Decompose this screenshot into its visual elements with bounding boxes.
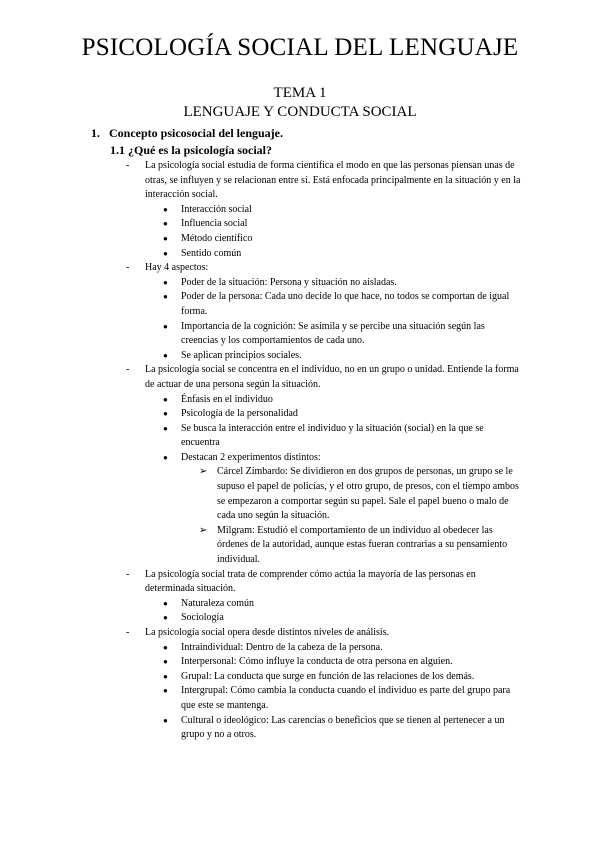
bullet-icon: ● <box>163 642 168 652</box>
arrow-list-item <box>0 465 600 523</box>
bullet-icon: ● <box>163 204 168 214</box>
bullet-list-item <box>0 422 600 451</box>
bullet-icon: ● <box>163 277 168 287</box>
tema-subtitle: LENGUAJE Y CONDUCTA SOCIAL <box>183 104 417 120</box>
list-item-text: Poder de la persona: Cada uno decide lo que hace, no todos se comportan de igual forma. <box>181 291 510 317</box>
bullet-list-item <box>0 451 600 466</box>
bullet-list-item <box>0 203 600 218</box>
list-item-text: Intraindividual: Dentro de la cabeza de la persona. <box>181 641 383 653</box>
list-item-text: Destacan 2 experimentos distintos: <box>181 451 321 463</box>
document-title: PSICOLOGÍA SOCIAL DEL LENGUAJE <box>81 34 519 61</box>
bullet-list-item <box>0 349 600 364</box>
list-item-text: Se aplican principios sociales. <box>181 349 302 361</box>
bullet-list-item <box>0 217 600 232</box>
dash-list-item <box>0 363 600 392</box>
bullet-icon: ● <box>163 613 168 623</box>
list-item-text: Sentido común <box>181 247 242 259</box>
list-item-text: Poder de la situación: Persona y situación no aisladas. <box>181 276 397 288</box>
list-item-text: La psicología social se concentra en el individuo, no en un grupo o unidad. Entiende la forma de actuar de una persona según la situación. <box>145 364 519 390</box>
list-item-text: Interacción social <box>181 203 252 215</box>
dash-marker: - <box>126 568 130 580</box>
bullet-list-item <box>0 407 600 422</box>
list-item-text: Cultural o ideológico: Las carencias o beneficios que se tienen al pertenecer a un grupo y no a otros. <box>181 714 505 741</box>
dash-list-item <box>0 568 600 597</box>
list-item-text: Interpersonal: Cómo influye la conducta de otra persona en alguien. <box>181 656 453 668</box>
document-body <box>0 159 600 743</box>
subsection-heading: 1.1 ¿Qué es la psicología social? <box>110 143 272 157</box>
list-item-text: Método científico <box>181 232 253 244</box>
bullet-list-item <box>0 641 600 656</box>
dash-marker: - <box>126 627 130 638</box>
bullet-icon: ● <box>163 671 168 681</box>
list-item-text: Milgram: Estudió el comportamiento de un individuo al obedecer las órdenes de la autoridad, aunque estas fueran contrarias a su pensamiento individual. <box>217 524 508 566</box>
bullet-icon: ● <box>163 233 168 243</box>
dash-list-item <box>0 626 600 641</box>
list-item-text: Grupal: La conducta que surge en función de las relaciones de los demás. <box>181 670 475 682</box>
section-heading <box>91 126 283 141</box>
list-item-text: La psicología social estudia de forma científica el modo en que las personas piensan unas de otras, se influyen y se relacionan entre sí. Está enfocada principalmente en la situación y en la interacción social. <box>145 160 521 201</box>
bullet-icon: ● <box>163 350 168 360</box>
bullet-list-item <box>0 597 600 612</box>
list-item-text: Se busca la interacción entre el individuo y la situación (social) en la que se encuentra <box>181 422 484 449</box>
list-item-text: Psicología de la personalidad <box>181 408 298 420</box>
bullet-icon: ● <box>163 657 168 667</box>
list-item-text: La psicología social trata de comprender cómo actúa la mayoría de las personas en determinada situación. <box>145 568 476 595</box>
bullet-list-item <box>0 714 600 743</box>
bullet-icon: ● <box>163 219 168 229</box>
bullet-list-item <box>0 276 600 291</box>
bullet-list-item <box>0 247 600 262</box>
bullet-icon: ● <box>163 321 168 331</box>
bullet-icon: ● <box>163 686 168 696</box>
dash-list-item <box>0 261 600 276</box>
bullet-list-item <box>0 670 600 685</box>
tema-heading: TEMA 1 <box>273 85 327 101</box>
dash-list-item <box>0 159 600 203</box>
dash-marker: - <box>126 364 130 376</box>
bullet-icon: ● <box>163 409 168 419</box>
list-item-text: Intergrupal: Cómo cambia la conducta cuando el individuo es parte del grupo para que este se mantenga. <box>181 685 511 711</box>
list-item-text: La psicología social opera desde distintos niveles de análisis. <box>145 627 390 638</box>
arrow-list-item <box>0 524 600 568</box>
bullet-icon: ● <box>163 423 168 433</box>
bullet-list-item <box>0 232 600 247</box>
bullet-icon: ● <box>163 248 168 258</box>
section-number: 1. <box>91 126 100 140</box>
section-title: Concepto psicosocial del lenguaje. <box>109 126 283 140</box>
bullet-icon: ● <box>163 292 168 302</box>
list-item-text: Sociología <box>181 612 224 624</box>
arrow-icon: ➢ <box>199 466 208 478</box>
list-item-text: Hay 4 aspectos: <box>145 262 209 274</box>
arrow-icon: ➢ <box>199 524 208 536</box>
bullet-icon: ● <box>163 598 168 608</box>
bullet-list-item <box>0 320 600 349</box>
bullet-list-item <box>0 684 600 713</box>
dash-marker: - <box>126 262 130 274</box>
list-item-text: Naturaleza común <box>181 597 255 609</box>
bullet-list-item <box>0 655 600 670</box>
bullet-list-item <box>0 290 600 319</box>
list-item-text: Cárcel Zimbardo: Se dividieron en dos grupos de personas, un grupo se le supuso el papel de policías, y el otro grupo, de presos, con el tiempo ambos se empezaron a comportar según su papel. Sale el papel bueno o malo de cada uno según la situación. <box>217 466 519 522</box>
bullet-icon: ● <box>163 394 168 404</box>
bullet-icon: ● <box>163 452 168 462</box>
list-item-text: Importancia de la cognición: Se asimila y se percibe una situación según las creencias y los comportamientos de cada uno. <box>181 320 485 347</box>
dash-marker: - <box>126 160 130 171</box>
bullet-list-item <box>0 611 600 626</box>
bullet-list-item <box>0 393 600 408</box>
list-item-text: Influencia social <box>181 218 248 230</box>
list-item-text: Énfasis en el individuo <box>181 393 273 405</box>
bullet-icon: ● <box>163 715 168 725</box>
